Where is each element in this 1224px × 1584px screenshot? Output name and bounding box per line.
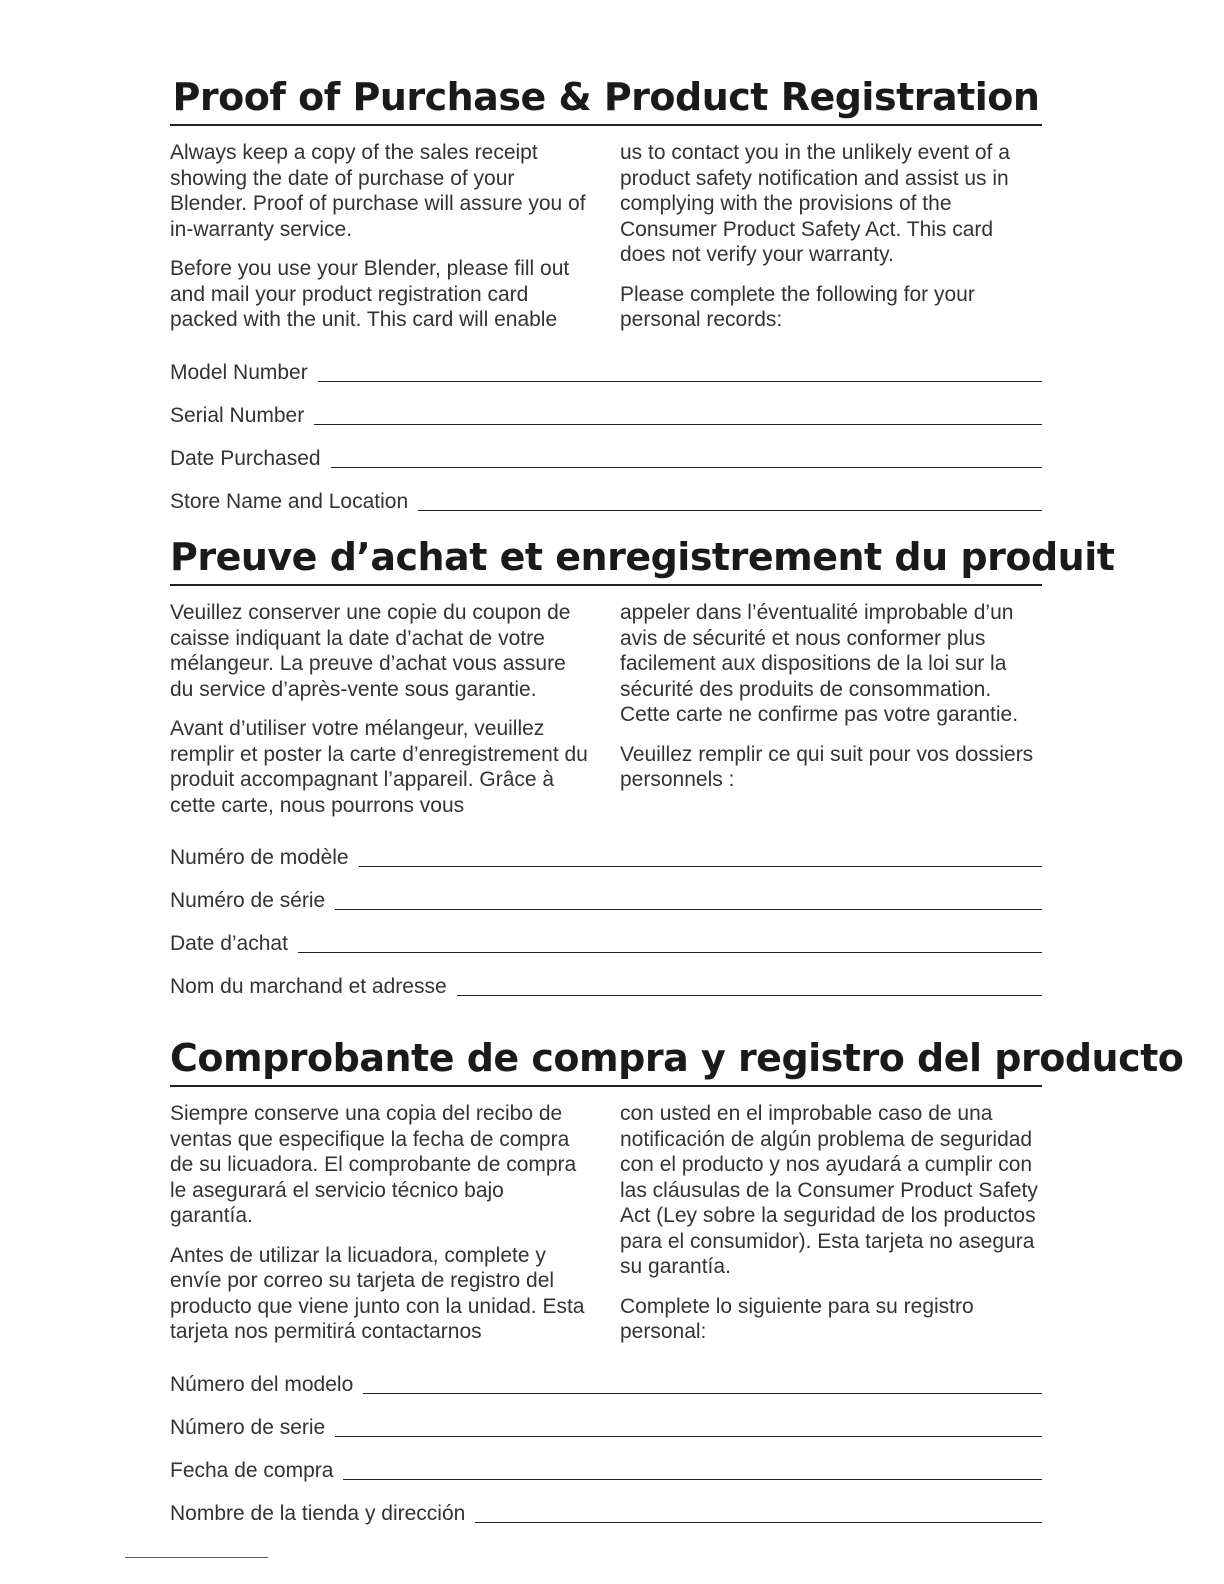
field-label: Número de serie <box>170 1415 326 1439</box>
spanish-paragraph: Complete lo siguiente para su registro personal: <box>620 1294 974 1343</box>
field-label: Nombre de la tienda y dirección <box>170 1501 466 1525</box>
fecha-compra-field[interactable] <box>170 1441 1042 1484</box>
french-right-column <box>620 600 1042 832</box>
english-paragraph: Always keep a copy of the sales receipt showing the date of purchase of your Blender. Proof of purchase will assure you of in-warranty service. <box>170 141 586 241</box>
field-label: Date Purchased <box>170 446 321 470</box>
spanish-right-column <box>620 1101 1042 1359</box>
field-label: Número del modelo <box>170 1372 354 1396</box>
english-title-rule <box>170 124 1042 126</box>
field-label: Date d’achat <box>170 932 288 955</box>
french-title: Preuve d’achat et enregistrement du produit <box>170 535 1115 579</box>
field-label: Fecha de compra <box>170 1458 334 1482</box>
english-fields <box>170 343 1042 515</box>
french-left-column <box>170 600 592 832</box>
spanish-fields <box>170 1355 1042 1527</box>
english-paragraph: Please complete the following for your personal records: <box>620 282 975 331</box>
spanish-section <box>170 1033 1184 1527</box>
numero-serie-field[interactable] <box>170 871 1042 914</box>
english-columns <box>170 140 1042 347</box>
blank-line[interactable] <box>335 1436 1042 1437</box>
french-paragraph: Veuillez conserver une copie du coupon de caisse indiquant la date d’achat de votre mélangeur. La preuve d’achat vous assure du service d’après-vente sous garantie. <box>170 601 571 701</box>
blank-line[interactable] <box>298 952 1042 953</box>
spanish-title: Comprobante de compra y registro del producto <box>170 1036 1184 1080</box>
date-purchased-field[interactable] <box>170 429 1042 472</box>
french-fields <box>170 828 1042 1000</box>
blank-line[interactable] <box>363 1393 1042 1394</box>
french-paragraph: appeler dans l’éventualité improbable d’un avis de sécurité et nous conformer plus facilement aux dispositions de la loi sur la sécurité des produits de consommation. Cette carte ne confirme pas votre garantie. <box>620 601 1019 726</box>
serial-number-field[interactable] <box>170 386 1042 429</box>
blank-line[interactable] <box>359 866 1042 867</box>
blank-line[interactable] <box>475 1522 1042 1523</box>
spanish-columns <box>170 1101 1042 1359</box>
blank-line[interactable] <box>314 424 1042 425</box>
spanish-paragraph: Antes de utilizar la licuadora, complete y envíe por correo su tarjeta de registro del producto que viene junto con la unidad. Esta tarjeta nos permitirá contactarnos <box>170 1243 585 1343</box>
nom-marchand-adresse-field[interactable] <box>170 957 1042 1000</box>
numero-serie-es-field[interactable] <box>170 1398 1042 1441</box>
blank-line[interactable] <box>318 381 1042 382</box>
date-achat-field[interactable] <box>170 914 1042 957</box>
model-number-field[interactable] <box>170 343 1042 386</box>
french-title-rule <box>170 584 1042 586</box>
french-section <box>170 532 1115 1000</box>
blank-line[interactable] <box>418 510 1042 511</box>
numero-modele-field[interactable] <box>170 828 1042 871</box>
english-paragraph: Before you use your Blender, please fill out and mail your product registration card packed with the unit. This card will enable <box>170 257 570 331</box>
field-label: Nom du marchand et adresse <box>170 975 447 998</box>
blank-line[interactable] <box>331 467 1042 468</box>
field-label: Serial Number <box>170 403 305 427</box>
numero-modelo-field[interactable] <box>170 1355 1042 1398</box>
field-label: Model Number <box>170 360 308 384</box>
nombre-tienda-direccion-field[interactable] <box>170 1484 1042 1527</box>
spanish-paragraph: con usted en el improbable caso de una notificación de algún problema de seguridad con el producto y nos ayudará a cumplir con las cláusulas de la Consumer Product Safety Act (Ley sobre la seguridad de los productos para el consumidor). Esta tarjeta no asegura su garantía. <box>620 1102 1038 1278</box>
english-left-column <box>170 140 592 347</box>
english-right-column <box>620 140 1042 347</box>
french-paragraph: Avant d’utiliser votre mélangeur, veuillez remplir et poster la carte d’enregistrement du produit accompagnant l’appareil. Grâce à cette carte, nous pourrons vous <box>170 717 588 817</box>
spanish-title-rule <box>170 1085 1042 1087</box>
blank-line[interactable] <box>457 995 1042 996</box>
english-paragraph: us to contact you in the unlikely event of a product safety notification and assist us in complying with the provisions of the Consumer Product Safety Act. This card does not verify your warranty. <box>620 141 1010 266</box>
field-label: Numéro de série <box>170 889 326 912</box>
footer-link-underline[interactable] <box>125 1557 268 1558</box>
blank-line[interactable] <box>343 1479 1042 1480</box>
english-title: Proof of Purchase & Product Registration <box>172 75 1040 119</box>
spanish-paragraph: Siempre conserve una copia del recibo de ventas que especifique la fecha de compra de su licuadora. El comprobante de compra le asegurará el servicio técnico bajo garantía. <box>170 1102 577 1227</box>
store-name-location-field[interactable] <box>170 472 1042 515</box>
field-label: Store Name and Location <box>170 489 409 513</box>
blank-line[interactable] <box>335 909 1042 910</box>
french-paragraph: Veuillez remplir ce qui suit pour vos dossiers personnels : <box>620 742 1034 791</box>
field-label: Numéro de modèle <box>170 846 349 869</box>
english-section <box>170 72 1042 515</box>
spanish-left-column <box>170 1101 592 1359</box>
french-columns <box>170 600 1042 832</box>
